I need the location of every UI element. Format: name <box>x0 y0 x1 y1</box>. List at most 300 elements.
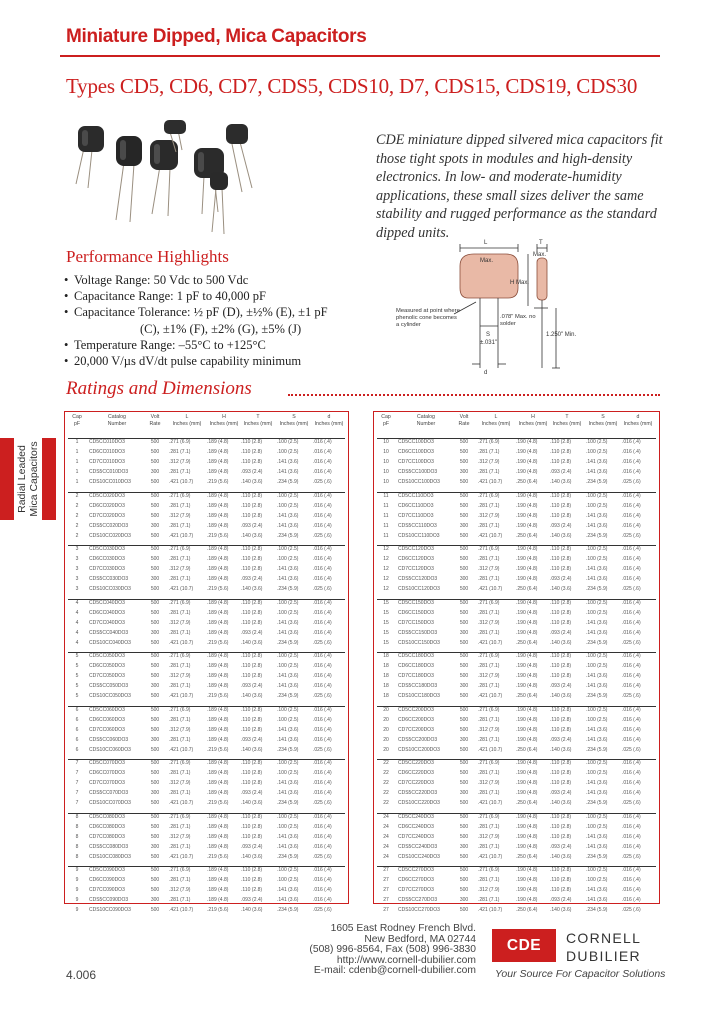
column-header: H Inches (mm) <box>209 414 239 427</box>
table-cell: .190 (4.8) <box>516 653 538 659</box>
table-cell: .016 (.4) <box>313 673 332 680</box>
table-row <box>65 576 348 583</box>
table-cell: .016 (.4) <box>622 629 641 636</box>
table-cell: .025 (.6) <box>313 532 332 539</box>
table-cell: .219 (5.6) <box>207 800 229 807</box>
table-cell: 1 <box>75 449 79 456</box>
column-header: T Inches (mm) <box>552 414 582 427</box>
table-cell: .141 (3.6) <box>586 629 608 636</box>
table-cell: .281 (7.1) <box>169 897 191 904</box>
table-cell: .190 (4.8) <box>516 492 538 499</box>
table-cell: 1 <box>75 479 79 486</box>
table-cell: 18 <box>383 653 389 659</box>
website-link[interactable]: http://www.cornell-dubilier.com <box>336 954 476 966</box>
side-tab-line2: Mica Capacitors <box>28 441 40 517</box>
table-cell: .141 (3.6) <box>277 512 299 519</box>
table-cell: .234 (5.9) <box>277 907 299 914</box>
table-cell: .190 (4.8) <box>516 469 538 476</box>
table-cell: .093 (2.4) <box>550 683 572 690</box>
table-cell: .281 (7.1) <box>478 716 500 723</box>
table-cell: 500 <box>459 706 469 713</box>
table-cell: .189 (4.8) <box>207 619 229 626</box>
table-cell: 20 <box>383 716 389 723</box>
table-cell: CD7CC200DO3 <box>398 726 434 733</box>
table-cell: .110 (2.8) <box>241 813 263 820</box>
table-cell: 6 <box>75 716 79 723</box>
table-cell: 24 <box>383 853 389 860</box>
table-cell: CDS5CC150DO3 <box>398 629 438 636</box>
table-cell: .312 (7.9) <box>478 833 500 840</box>
table-cell: .016 (.4) <box>622 887 641 894</box>
table-cell: .141 (3.6) <box>277 736 299 743</box>
table-cell: .016 (.4) <box>313 653 332 659</box>
logo-text-dubilier: DUBILIER <box>566 948 641 964</box>
table-cell: .140 (3.6) <box>550 746 572 753</box>
table-cell: 27 <box>383 897 389 904</box>
table-cell: .271 (6.9) <box>478 760 500 766</box>
table-row <box>374 760 659 767</box>
table-cell: .421 (10.7) <box>169 639 194 646</box>
table-cell: .421 (10.7) <box>478 532 503 539</box>
table-cell: 500 <box>459 439 469 445</box>
table-cell: .281 (7.1) <box>478 576 500 583</box>
dim-label-lmax: Max. <box>480 258 494 264</box>
email-link[interactable]: E-mail: cdenb@cornell-dubilier.com <box>313 965 476 977</box>
table-cell: .140 (3.6) <box>241 746 263 753</box>
table-cell: 20 <box>383 746 389 753</box>
table-cell: 8 <box>75 813 79 820</box>
table-cell: .140 (3.6) <box>550 800 572 807</box>
table-row <box>374 683 659 690</box>
table-cell: .110 (2.8) <box>241 459 263 466</box>
table-cell: .250 (6.4) <box>516 586 538 593</box>
table-cell: .190 (4.8) <box>516 512 538 519</box>
table-row <box>374 727 659 734</box>
table-cell: .016 (.4) <box>313 813 332 820</box>
table-cell: .100 (2.5) <box>277 599 299 606</box>
table-cell: 500 <box>150 479 160 486</box>
table-cell: .110 (2.8) <box>550 546 572 552</box>
page-number: 4.006 <box>66 968 97 982</box>
table-cell: .141 (3.6) <box>586 673 608 680</box>
table-cell: .140 (3.6) <box>550 907 572 914</box>
table-cell: .110 (2.8) <box>550 833 572 840</box>
table-cell: .190 (4.8) <box>516 833 538 840</box>
table-row <box>374 620 659 627</box>
table-cell: .312 (7.9) <box>169 459 191 466</box>
table-cell: 10 <box>383 439 389 445</box>
table-cell: .025 (.6) <box>313 853 332 860</box>
table-cell: .421 (10.7) <box>169 746 194 753</box>
table-row <box>65 493 348 500</box>
table-cell: 300 <box>459 469 469 476</box>
table-cell: 11 <box>383 532 389 539</box>
table-cell: .110 (2.8) <box>550 512 572 519</box>
table-cell: 300 <box>150 897 160 904</box>
table-row <box>65 737 348 744</box>
table-cell: 300 <box>150 843 160 850</box>
table-cell: .271 (6.9) <box>478 706 500 713</box>
table-cell: .110 (2.8) <box>241 609 263 616</box>
table-cell: CD6CC120DO3 <box>398 556 434 563</box>
performance-value: ½ pF (D), ±½% (E), ±1 pF <box>193 305 328 320</box>
table-cell: .016 (.4) <box>622 546 641 552</box>
table-cell: .093 (2.4) <box>241 469 263 476</box>
table-cell: CDS10CC110DO3 <box>398 532 440 539</box>
table-cell: .189 (4.8) <box>207 887 229 894</box>
table-cell: 22 <box>383 770 389 777</box>
table-cell: .271 (6.9) <box>478 653 500 659</box>
table-cell: .110 (2.8) <box>550 726 572 733</box>
table-cell: 500 <box>459 760 469 766</box>
table-cell: .100 (2.5) <box>277 823 299 830</box>
capacitor-product-photo <box>64 122 264 240</box>
table-row <box>374 824 659 831</box>
table-cell: 500 <box>150 459 160 466</box>
table-cell: .016 (.4) <box>313 716 332 723</box>
table-cell: .234 (5.9) <box>586 693 608 700</box>
table-row <box>65 707 348 714</box>
table-cell: .140 (3.6) <box>241 853 263 860</box>
table-cell: .110 (2.8) <box>241 887 263 894</box>
table-cell: .093 (2.4) <box>550 629 572 636</box>
table-cell: .190 (4.8) <box>516 897 538 904</box>
table-cell: .016 (.4) <box>313 823 332 830</box>
table-cell: .016 (.4) <box>313 512 332 519</box>
table-cell: .110 (2.8) <box>550 716 572 723</box>
table-cell: .016 (.4) <box>313 663 332 670</box>
table-cell: CD5CC040DO3 <box>89 599 125 606</box>
table-cell: 10 <box>383 469 389 476</box>
dim-label-s: S <box>486 332 491 338</box>
table-cell: CDS10CC080DO3 <box>89 853 131 860</box>
table-cell: 500 <box>150 853 160 860</box>
table-cell: 500 <box>459 532 469 539</box>
table-cell: 9 <box>75 867 79 873</box>
table-cell: .093 (2.4) <box>550 736 572 743</box>
performance-list <box>64 272 328 369</box>
table-cell: .100 (2.5) <box>277 502 299 509</box>
table-cell: CD7CC180DO3 <box>398 673 434 680</box>
table-cell: .271 (6.9) <box>478 546 500 552</box>
table-cell: CDS10CC060DO3 <box>89 746 131 753</box>
table-cell: 500 <box>459 887 469 894</box>
table-cell: .189 (4.8) <box>207 599 229 606</box>
table-cell: CD6CC040DO3 <box>89 609 125 616</box>
table-cell: 500 <box>150 867 160 873</box>
table-cell: .271 (6.9) <box>169 706 191 713</box>
table-cell: .219 (5.6) <box>207 693 229 700</box>
table-row <box>65 693 348 700</box>
column-header: L Inches (mm) <box>481 414 511 427</box>
performance-item <box>64 321 328 337</box>
table-row <box>374 610 659 617</box>
table-cell: .110 (2.8) <box>550 706 572 713</box>
table-cell: CDS10CC100DO3 <box>398 479 440 486</box>
table-cell: .110 (2.8) <box>241 760 263 766</box>
table-cell: CDS10CC040DO3 <box>89 639 131 646</box>
table-cell: CD5CC100DO3 <box>398 439 434 445</box>
table-cell: 500 <box>150 639 160 646</box>
table-cell: .312 (7.9) <box>169 512 191 519</box>
table-cell: CD5CC020DO3 <box>89 492 125 499</box>
table-cell: CD7CC060DO3 <box>89 726 125 733</box>
table-cell: .271 (6.9) <box>169 760 191 766</box>
table-cell: .190 (4.8) <box>516 576 538 583</box>
table-cell: 27 <box>383 907 389 914</box>
table-row <box>374 717 659 724</box>
table-cell: .110 (2.8) <box>241 833 263 840</box>
column-header: S Inches (mm) <box>279 414 309 427</box>
table-row <box>65 800 348 807</box>
table-cell: .141 (3.6) <box>277 780 299 787</box>
table-cell: .421 (10.7) <box>478 907 503 914</box>
table-cell: .281 (7.1) <box>169 663 191 670</box>
table-cell: .110 (2.8) <box>550 566 572 573</box>
table-cell: 500 <box>459 619 469 626</box>
table-cell: CDS5CC240DO3 <box>398 843 438 850</box>
table-cell: .141 (3.6) <box>277 459 299 466</box>
table-cell: 2 <box>75 532 79 539</box>
column-header: Catalog Number <box>107 414 127 427</box>
performance-value: 50 Vdc to 500 Vdc <box>153 273 249 287</box>
table-cell: 4 <box>75 629 79 636</box>
performance-item <box>64 304 328 320</box>
table-cell: CD6CC220DO3 <box>398 770 434 777</box>
table-cell: .110 (2.8) <box>550 770 572 777</box>
table-cell: .281 (7.1) <box>478 823 500 830</box>
table-cell: CD7CC030DO3 <box>89 566 125 573</box>
table-cell: .141 (3.6) <box>277 576 299 583</box>
table-row <box>65 630 348 637</box>
table-cell: 500 <box>459 746 469 753</box>
table-cell: .421 (10.7) <box>169 907 194 914</box>
table-cell: CDS5CC020DO3 <box>89 522 129 529</box>
dim-label-t: T <box>539 240 543 246</box>
table-cell: CD6CC030DO3 <box>89 556 125 563</box>
table-cell: 300 <box>150 576 160 583</box>
table-cell: .016 (.4) <box>313 726 332 733</box>
table-row <box>65 663 348 670</box>
table-cell: .421 (10.7) <box>478 693 503 700</box>
table-cell: CDS10CC150DO3 <box>398 639 440 646</box>
table-cell: .189 (4.8) <box>207 780 229 787</box>
table-cell: 500 <box>150 833 160 840</box>
table-row <box>65 586 348 593</box>
table-row <box>65 610 348 617</box>
table-row <box>65 824 348 831</box>
table-cell: CDS5CC010DO3 <box>89 469 129 476</box>
table-cell: 500 <box>150 780 160 787</box>
table-cell: CDS5CC030DO3 <box>89 576 129 583</box>
table-cell: .016 (.4) <box>622 877 641 884</box>
table-row <box>374 834 659 841</box>
table-row <box>374 673 659 680</box>
table-cell: 500 <box>150 746 160 753</box>
column-header: H Inches (mm) <box>518 414 548 427</box>
table-cell: CD6CC270DO3 <box>398 877 434 884</box>
table-cell: .189 (4.8) <box>207 760 229 766</box>
table-cell: .281 (7.1) <box>169 556 191 563</box>
capacitor-photo-6 <box>226 124 252 192</box>
table-row <box>374 877 659 884</box>
table-cell: 4 <box>75 639 79 646</box>
table-row <box>374 479 659 486</box>
table-cell: 500 <box>459 867 469 873</box>
table-cell: .140 (3.6) <box>241 586 263 593</box>
dim-label-solder: .078" Max. no solder <box>500 314 536 327</box>
table-row <box>374 576 659 583</box>
table-cell: .190 (4.8) <box>516 823 538 830</box>
table-cell: .100 (2.5) <box>586 492 608 499</box>
table-cell: .190 (4.8) <box>516 770 538 777</box>
table-cell: .093 (2.4) <box>241 576 263 583</box>
performance-value: –55°C to +125°C <box>178 337 266 352</box>
table-cell: .100 (2.5) <box>277 492 299 499</box>
table-cell: .271 (6.9) <box>478 492 500 499</box>
table-cell: .141 (3.6) <box>277 833 299 840</box>
table-cell: CDS5CC070DO3 <box>89 790 129 797</box>
table-cell: .016 (.4) <box>622 780 641 787</box>
table-cell: .189 (4.8) <box>207 683 229 690</box>
table-cell: .281 (7.1) <box>169 823 191 830</box>
table-cell: CDS5CC090DO3 <box>89 897 129 904</box>
column-header: T Inches (mm) <box>243 414 273 427</box>
table-cell: .190 (4.8) <box>516 522 538 529</box>
table-cell: 4 <box>75 619 79 626</box>
table-cell: 300 <box>459 736 469 743</box>
table-cell: .100 (2.5) <box>586 770 608 777</box>
table-cell: .189 (4.8) <box>207 843 229 850</box>
table-cell: .016 (.4) <box>622 663 641 670</box>
table-cell: .234 (5.9) <box>586 746 608 753</box>
table-cell: .141 (3.6) <box>277 522 299 529</box>
table-cell: CDS5CC120DO3 <box>398 576 438 583</box>
table-cell: .100 (2.5) <box>586 439 608 445</box>
performance-label: Voltage Range: <box>74 273 154 287</box>
table-cell: 1 <box>75 469 79 476</box>
table-cell: CD7CC220DO3 <box>398 780 434 787</box>
table-cell: .016 (.4) <box>622 599 641 606</box>
table-cell: 15 <box>383 639 389 646</box>
table-cell: .234 (5.9) <box>586 586 608 593</box>
table-cell: .016 (.4) <box>313 576 332 583</box>
table-cell: 1 <box>75 439 79 445</box>
capacitor-photo-1 <box>76 126 104 188</box>
table-row <box>374 707 659 714</box>
table-cell: .234 (5.9) <box>277 800 299 807</box>
performance-item <box>64 272 328 288</box>
table-cell: 500 <box>150 887 160 894</box>
ratings-heading: Ratings and Dimensions <box>66 378 252 399</box>
table-cell: 500 <box>150 907 160 914</box>
table-cell: 24 <box>383 843 389 850</box>
table-cell: 5 <box>75 693 79 700</box>
table-row <box>65 469 348 476</box>
ratings-table-left <box>64 411 349 914</box>
table-cell: CD5CC010DO3 <box>89 439 125 445</box>
table-cell: .190 (4.8) <box>516 867 538 873</box>
table-cell: .281 (7.1) <box>169 770 191 777</box>
table-cell: .234 (5.9) <box>586 639 608 646</box>
table-cell: .271 (6.9) <box>478 813 500 820</box>
table-cell: .190 (4.8) <box>516 780 538 787</box>
table-cell: .281 (7.1) <box>169 790 191 797</box>
table-cell: 7 <box>75 760 79 766</box>
table-cell: .016 (.4) <box>622 492 641 499</box>
table-cell: 10 <box>383 459 389 466</box>
table-cell: .219 (5.6) <box>207 907 229 914</box>
table-cell: 8 <box>75 823 79 830</box>
table-cell: .250 (6.4) <box>516 800 538 807</box>
table-row <box>65 907 348 914</box>
table-cell: .016 (.4) <box>622 449 641 456</box>
table-cell: 5 <box>75 683 79 690</box>
table-row <box>374 533 659 540</box>
table-cell: 500 <box>459 502 469 509</box>
table-cell: .190 (4.8) <box>516 619 538 626</box>
table-cell: .140 (3.6) <box>241 479 263 486</box>
table-cell: .110 (2.8) <box>241 439 263 445</box>
table-cell: .190 (4.8) <box>516 683 538 690</box>
dim-label-lead: 1.250" Min. <box>546 332 577 338</box>
column-header: S Inches (mm) <box>588 414 618 427</box>
table-cell: .140 (3.6) <box>241 639 263 646</box>
table-cell: CD6CC110DO3 <box>398 502 434 509</box>
table-cell: .100 (2.5) <box>277 867 299 873</box>
table-cell: .312 (7.9) <box>478 512 500 519</box>
table-cell: 500 <box>150 770 160 777</box>
table-row <box>65 533 348 540</box>
table-cell: CDS5CC110DO3 <box>398 522 437 529</box>
bullet-icon: • <box>64 305 69 320</box>
table-cell: .312 (7.9) <box>478 619 500 626</box>
table-cell: .016 (.4) <box>622 609 641 616</box>
table-cell: .189 (4.8) <box>207 663 229 670</box>
table-cell: 500 <box>459 663 469 670</box>
table-cell: 500 <box>150 599 160 606</box>
dimension-diagram <box>396 236 577 378</box>
table-cell: .271 (6.9) <box>169 599 191 606</box>
table-cell: .016 (.4) <box>622 760 641 766</box>
table-cell: 500 <box>150 439 160 445</box>
table-cell: .093 (2.4) <box>241 683 263 690</box>
types-heading: Types CD5, CD6, CD7, CDS5, CDS10, D7, CDS15, CDS19, CDS30 <box>66 74 638 98</box>
table-cell: .141 (3.6) <box>586 897 608 904</box>
table-row <box>65 717 348 724</box>
table-cell: 500 <box>150 586 160 593</box>
table-cell: .271 (6.9) <box>478 439 500 445</box>
table-cell: .016 (.4) <box>622 790 641 797</box>
table-header <box>374 412 659 439</box>
table-cell: .100 (2.5) <box>586 449 608 456</box>
table-cell: 500 <box>459 639 469 646</box>
table-cell: .312 (7.9) <box>169 619 191 626</box>
table-cell: .100 (2.5) <box>586 760 608 766</box>
table-cell: .016 (.4) <box>622 522 641 529</box>
table-cell: .025 (.6) <box>313 800 332 807</box>
table-cell: CD6CC180DO3 <box>398 663 434 670</box>
table-cell: 500 <box>150 823 160 830</box>
table-cell: .219 (5.6) <box>207 532 229 539</box>
table-cell: 18 <box>383 673 389 680</box>
table-cell: .093 (2.4) <box>550 790 572 797</box>
table-cell: 2 <box>75 512 79 519</box>
company-tagline: Your Source For Capacitor Solutions <box>495 968 666 980</box>
table-row <box>65 727 348 734</box>
table-cell: .100 (2.5) <box>586 813 608 820</box>
table-cell: .100 (2.5) <box>586 706 608 713</box>
